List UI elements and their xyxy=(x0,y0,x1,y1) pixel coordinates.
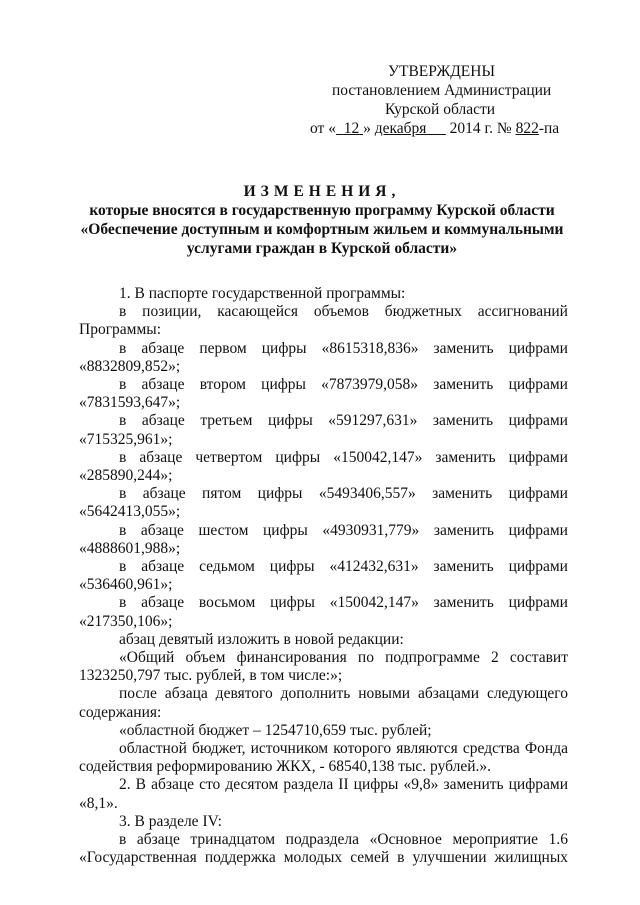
document-title xyxy=(74,182,570,258)
decree-suffix: -па xyxy=(538,120,560,137)
title-heading: ИЗМЕНЕНИЯ, xyxy=(243,183,401,200)
word: цифры xyxy=(257,485,303,503)
approval-block xyxy=(310,62,610,138)
item-2-line-1: 2. В абзаце сто десятом раздела II цифры «9,8» заменить цифрами xyxy=(119,776,568,794)
word: позиции, xyxy=(142,303,202,321)
word: абзаце xyxy=(141,339,185,357)
change-row-2 xyxy=(79,376,568,394)
word: бюджетных xyxy=(384,303,462,321)
word: заменить xyxy=(435,448,496,466)
date-day xyxy=(336,120,363,137)
change-row-6 xyxy=(79,522,568,540)
change-row-1-tail: «8832809,852»; xyxy=(79,357,181,375)
word: первом xyxy=(199,339,247,357)
word: седьмом xyxy=(199,558,255,576)
item-3-line-2: «Государственная поддержка молодых семей в улучшении жилищных xyxy=(79,849,568,867)
word: «4930931,779» xyxy=(322,521,420,539)
word: цифрами xyxy=(508,558,568,576)
position-line xyxy=(79,303,568,321)
word: абзаце xyxy=(139,448,183,466)
change-row-1 xyxy=(79,340,568,358)
word: цифрами xyxy=(508,376,568,394)
word: «591297,631» xyxy=(328,412,418,430)
word: цифры xyxy=(267,412,313,430)
word: цифрами xyxy=(508,339,568,357)
word: абзаце xyxy=(141,376,185,394)
word: абзаце xyxy=(140,521,184,539)
word: цифрами xyxy=(508,485,568,503)
word: шестом xyxy=(198,521,249,539)
word: в xyxy=(119,303,127,321)
change-row-7 xyxy=(79,558,568,576)
approval-heading: УТВЕРЖДЕНЫ xyxy=(388,63,495,80)
change-row-2-tail: «7831593,647»; xyxy=(79,394,181,412)
change-row-3-tail: «715325,961»; xyxy=(79,430,173,448)
ninth-paragraph: абзац девятый изложить в новой редакции: xyxy=(119,630,404,648)
fund-line-2: содействия реформированию ЖКХ, - 68540,138 тыс. рублей.». xyxy=(79,758,492,776)
word: объемов xyxy=(313,303,369,321)
after-ninth-line-1: после абзаца девятого дополнить новыми абзацами следующего xyxy=(119,685,568,703)
word: четвертом xyxy=(195,448,263,466)
word: ассигнований xyxy=(477,303,568,321)
change-row-5 xyxy=(79,485,568,503)
document-body xyxy=(79,285,568,868)
word: цифрами xyxy=(508,521,568,539)
word: «412432,631» xyxy=(329,558,419,576)
date-prefix: от « xyxy=(310,120,336,137)
word: в xyxy=(119,558,127,576)
word: в xyxy=(119,412,127,430)
change-row-4 xyxy=(79,449,568,467)
title-line-2: которые вносятся в государственную программу Курской области xyxy=(89,202,555,219)
word: втором xyxy=(199,376,246,394)
word: цифры xyxy=(275,448,321,466)
decree-number: 822 xyxy=(515,120,539,137)
change-row-3 xyxy=(79,412,568,430)
word: касающейся xyxy=(217,303,299,321)
date-mid: » xyxy=(363,120,371,137)
word: «8615318,836» xyxy=(321,339,419,357)
position-tail: Программы: xyxy=(79,321,162,339)
change-row-7-tail: «536460,961»; xyxy=(79,576,173,594)
word: цифры xyxy=(261,339,307,357)
word: «150042,147» xyxy=(333,448,423,466)
word: 12 xyxy=(343,120,360,137)
word: цифры xyxy=(261,376,306,394)
fund-line-1: областной бюджет, источником которого являются средства Фонда xyxy=(119,740,568,758)
change-row-5-tail: «5642413,055»; xyxy=(79,503,181,521)
item-2-line-2: «8,1». xyxy=(79,794,118,812)
change-row-6-tail: «4888601,988»; xyxy=(79,539,181,557)
word: в xyxy=(119,376,127,394)
approval-issuer: постановлением Администрации xyxy=(332,82,552,99)
word: цифры xyxy=(262,521,308,539)
word: в xyxy=(119,521,127,539)
word: цифрами xyxy=(508,448,568,466)
date-month xyxy=(375,120,446,137)
word: цифры xyxy=(269,558,315,576)
word: абзаце xyxy=(141,594,185,612)
word: заменить xyxy=(432,485,493,503)
word: абзаце xyxy=(141,412,185,430)
word: цифрами xyxy=(508,412,568,430)
word: «150042,147» xyxy=(329,594,419,612)
word: абзаце xyxy=(142,485,186,503)
regional-budget-line: «областной бюджет – 1254710,659 тыс. рублей; xyxy=(119,721,432,739)
word: «7873979,058» xyxy=(321,376,419,394)
word: в xyxy=(119,594,127,612)
word: «5493406,557» xyxy=(318,485,416,503)
word: в xyxy=(119,339,127,357)
change-row-4-tail: «285890,244»; xyxy=(79,467,173,485)
after-ninth-line-2: содержания: xyxy=(79,703,162,721)
word: заменить xyxy=(433,339,494,357)
word: заменить xyxy=(433,376,494,394)
ninth-quote-line-2: 1323250,797 тыс. рублей, в том числе:»; xyxy=(79,667,343,685)
approval-date-line xyxy=(310,119,610,138)
word: цифрами xyxy=(508,594,568,612)
word: декабря xyxy=(374,120,427,137)
change-row-8 xyxy=(79,594,568,612)
title-line-4: услугами граждан в Курской области» xyxy=(186,240,458,257)
word: цифры xyxy=(270,594,315,612)
word: в xyxy=(119,448,127,466)
title-line-3: «Обеспечение доступным и комфортным жильем и коммунальными xyxy=(80,221,564,238)
word: пятом xyxy=(202,485,242,503)
word: в xyxy=(119,485,127,503)
approval-region: Курской области xyxy=(385,101,496,118)
word: заменить xyxy=(433,521,494,539)
ninth-quote-line-1: «Общий объем финансирования по подпрограмме 2 составит xyxy=(119,649,568,667)
change-row-8-tail: «217350,106»; xyxy=(79,612,173,630)
word: абзаце xyxy=(141,558,185,576)
word: заменить xyxy=(433,594,494,612)
word: заменить xyxy=(432,412,494,430)
date-year: 2014 г. № xyxy=(449,120,512,137)
item-3-heading: 3. В разделе IV: xyxy=(119,812,222,830)
word: заменить xyxy=(433,558,494,576)
item-1-heading: 1. В паспорте государственной программы: xyxy=(119,285,406,302)
word: третьем xyxy=(200,412,253,430)
word: восьмом xyxy=(198,594,256,612)
item-3-line-1: в абзаце тринадцатом подраздела «Основное мероприятие 1.6 xyxy=(119,831,568,849)
